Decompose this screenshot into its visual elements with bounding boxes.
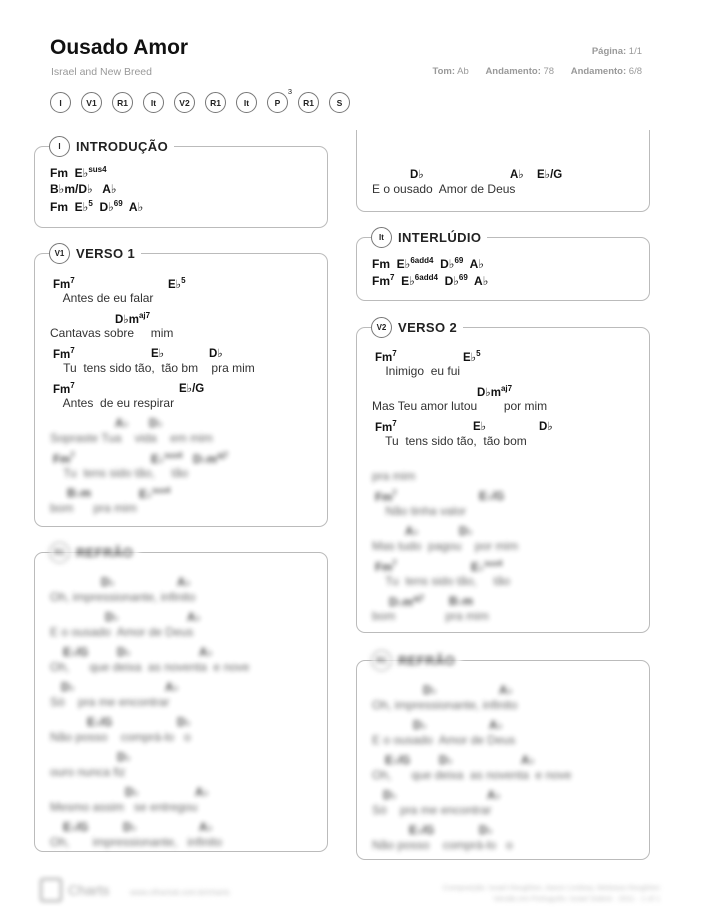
chord: D♭ <box>125 787 139 799</box>
lyric-line: pra mim <box>372 469 416 483</box>
chord: E♭ <box>151 348 165 360</box>
lyric-line: Antes de eu respirar <box>50 396 175 410</box>
section-verse-2-header <box>371 317 463 338</box>
chord: A♭ <box>177 577 191 589</box>
chord: Fm$^7$ <box>375 489 397 504</box>
chord: E♭$^{sus4}$ <box>471 559 503 574</box>
structure-badge-it[interactable]: It <box>143 92 164 113</box>
chord: B♭m <box>67 488 91 500</box>
structure-badge-p[interactable]: P 3 <box>267 92 288 113</box>
chord: B♭m <box>449 596 473 608</box>
section-refrain-right <box>356 653 650 860</box>
chord: D♭ <box>479 825 493 837</box>
section-title: INTRODUÇÃO <box>76 139 169 154</box>
chord: $D♭m^{aj7}$ <box>193 451 229 466</box>
chord: Fm$^7$ <box>375 419 397 434</box>
meter-value: 6/8 <box>628 66 642 77</box>
chord: E♭/G <box>479 491 505 503</box>
page-label: Página: <box>591 46 627 57</box>
lyric-line: Oh, impressionante, infinito <box>50 835 223 849</box>
chord: Fm$^7$ <box>53 276 75 291</box>
section-badge: V2 <box>371 317 392 338</box>
chord: D♭ <box>149 418 163 430</box>
structure-badge-r1[interactable]: R1 <box>112 92 133 113</box>
chord: A♭ <box>499 685 513 697</box>
lyric-line: E o ousado Amor de Deus <box>50 625 194 639</box>
chord: A♭ <box>165 682 179 694</box>
interlude-chord-line: Fm$^7$ E♭$^{6add4}$ D♭$^{69}$ A♭ <box>372 273 489 288</box>
chord: $D♭m^{aj7}$ <box>389 594 425 609</box>
section-title: INTERLÚDIO <box>398 230 482 245</box>
meter-label: Andamento: <box>570 66 627 77</box>
lyric-line: ouro nunca fiz <box>50 765 126 779</box>
chord: A♭ <box>405 526 419 538</box>
lyric-line: Oh, que deixa as noventa e nove <box>372 768 572 782</box>
section-refrain-left <box>34 545 328 852</box>
section-intro <box>34 139 328 228</box>
lyric-line: E o ousado Amor de Deus <box>372 182 516 196</box>
chord: Fm$^7$ <box>375 559 397 574</box>
section-badge: R1 <box>49 542 70 563</box>
chord: Fm$^7$ <box>53 381 75 396</box>
section-verse-1 <box>34 246 328 527</box>
chord: A♭ <box>199 647 213 659</box>
chord: Fm$^7$ <box>53 451 75 466</box>
tempo-value: 78 <box>543 66 555 77</box>
song-title: Ousado Amor <box>50 36 189 59</box>
section-badge: V1 <box>49 243 70 264</box>
chord: Fm$^7$ <box>53 346 75 361</box>
lyric-line: Só pra me encontrar <box>50 695 170 709</box>
section-badge: It <box>371 227 392 248</box>
section-badge: I <box>49 136 70 157</box>
lyric-line: Tu tens sido tão, tão <box>50 466 189 480</box>
section-verse-1-header <box>49 243 141 264</box>
section-badge: R1 <box>371 650 392 671</box>
key-label: Tom: <box>432 66 456 77</box>
intro-chord-line: Fm E♭$^5$ D♭$^{69}$ A♭ <box>50 199 144 214</box>
chord: D♭ <box>209 348 223 360</box>
section-interlude <box>356 230 650 301</box>
chord: D♭ <box>61 682 75 694</box>
lyric-line: Mesmo assim se entregou <box>50 800 198 814</box>
structure-badge-i[interactable]: I <box>50 92 71 113</box>
song-header <box>50 36 642 82</box>
tempo-label: Andamento: <box>485 66 541 77</box>
lyric-line: Cantavas sobre mim <box>50 326 174 340</box>
chord: A♭ <box>521 755 535 767</box>
chord: A♭ <box>187 612 201 624</box>
chord: $D♭m^{aj7}$ <box>477 384 513 399</box>
lyric-line: Oh, impressionante, infinito <box>50 590 196 604</box>
chord: D♭ <box>410 169 424 181</box>
chord: E♭$^5$ <box>463 349 481 364</box>
chord: E♭/G <box>63 647 89 659</box>
lyric-line: Tu tens sido tão, tão <box>372 574 511 588</box>
chord: D♭ <box>423 685 437 697</box>
chord: Fm$^7$ <box>375 349 397 364</box>
chord: D♭ <box>383 790 397 802</box>
intro-chord-line: B♭m/D♭ A♭ <box>50 182 117 196</box>
section-title: VERSO 2 <box>398 320 458 335</box>
lyric-line: Inimigo eu fui <box>372 364 461 378</box>
chord: E♭ <box>473 421 487 433</box>
structure-badge-s[interactable]: S <box>329 92 350 113</box>
lyric-line: Tu tens sido tão, tão bm pra mim <box>50 361 255 375</box>
song-meta <box>419 66 642 77</box>
chord: D♭ <box>413 720 427 732</box>
song-structure-bar <box>50 87 350 112</box>
structure-badge-v1[interactable]: V1 <box>81 92 102 113</box>
footer-credit-line: Composição: Israel Houghton, Aaron Lindsey, Meleasa Houghton <box>442 883 660 892</box>
chord: D♭ <box>101 577 115 589</box>
section-verse-2 <box>356 320 650 633</box>
key-value: Ab <box>457 66 469 77</box>
chord: A♭ <box>489 720 503 732</box>
page-value: 1/1 <box>628 46 642 57</box>
chord: D♭ <box>177 717 191 729</box>
lyric-line: E o ousado Amor de Deus <box>372 733 516 747</box>
section-refrain-header <box>49 542 139 563</box>
lyric-line: bom pra mim <box>372 609 489 623</box>
lyric-line: Oh, que deixa as noventa e nove <box>50 660 250 674</box>
lyric-line: Não posso comprá-lo o <box>50 730 191 744</box>
lyric-line: Antes de eu falar <box>50 291 154 305</box>
lyric-line: Não posso comprá-lo o <box>372 838 513 852</box>
charts-logo-icon <box>40 878 62 902</box>
page-footer <box>40 878 660 908</box>
structure-badge-r1[interactable]: R1 <box>205 92 226 113</box>
chord: A♭ <box>510 169 524 181</box>
chord: D♭ <box>105 612 119 624</box>
lyric-line: Mas Teu amor lutou por mim <box>372 399 548 413</box>
section-refrain-header <box>371 650 461 671</box>
intro-chord-line: Fm E♭$^{sus4}$ <box>50 165 107 180</box>
chord: E♭/G <box>409 825 435 837</box>
chord: E♭/G <box>179 383 205 395</box>
logo-text: Charts <box>68 882 110 898</box>
structure-badge-v2[interactable]: V2 <box>174 92 195 113</box>
chord: E♭/G <box>537 169 563 181</box>
section-interlude-header <box>371 227 487 248</box>
song-artist: Israel and New Breed <box>51 66 152 78</box>
chord: $D♭m^{aj7}$ <box>115 311 151 326</box>
section-intro-continued <box>356 130 650 212</box>
chord: D♭ <box>123 822 137 834</box>
chord: A♭ <box>199 822 213 834</box>
lyric-line: Oh, impressionante, infinito <box>372 698 518 712</box>
chord: A♭ <box>115 418 129 430</box>
chord: D♭ <box>459 526 473 538</box>
lyric-line: Só pra me encontrar <box>372 803 492 817</box>
chord: D♭ <box>539 421 553 433</box>
chord: E♭/G <box>63 822 89 834</box>
footer-url[interactable]: www.cifraclub.com.br/charts <box>130 888 230 897</box>
interlude-chord-line: Fm E♭$^{6add4}$ D♭$^{69}$ A♭ <box>372 256 484 271</box>
section-title: REFRÃO <box>398 653 456 668</box>
lyric-line: Mas tudo pagou por mim <box>372 539 519 553</box>
repeat-count: 3 <box>287 87 292 96</box>
chord: E♭/G <box>385 755 411 767</box>
page-indicator <box>592 46 642 57</box>
chord: D♭ <box>439 755 453 767</box>
structure-badge-it[interactable]: It <box>236 92 257 113</box>
footer-credit-line: Versão em Português: Israel Subirá · 2011 · 1 of 1 <box>493 894 660 903</box>
lyric-line: bom pra mim <box>50 501 137 515</box>
chord: E♭$^{sus4}$ <box>139 486 171 501</box>
chord: D♭ <box>117 752 131 764</box>
structure-badge-r1[interactable]: R1 <box>298 92 319 113</box>
chord: E♭$^5$ <box>168 276 186 291</box>
chord: E♭$^{sus4}$ <box>151 451 183 466</box>
footer-credits <box>443 882 660 904</box>
lyric-line: Tu tens sido tão, tão bom <box>372 434 527 448</box>
chord: A♭ <box>195 787 209 799</box>
section-title: VERSO 1 <box>76 246 136 261</box>
lyric-line: Sopraste Tua vida em mim <box>50 431 213 445</box>
section-intro-header <box>49 136 174 157</box>
chord: D♭ <box>117 647 131 659</box>
chord: A♭ <box>487 790 501 802</box>
lyric-line: Não tinha valor <box>372 504 467 518</box>
section-title: REFRÃO <box>76 545 134 560</box>
chord: E♭/G <box>87 717 113 729</box>
